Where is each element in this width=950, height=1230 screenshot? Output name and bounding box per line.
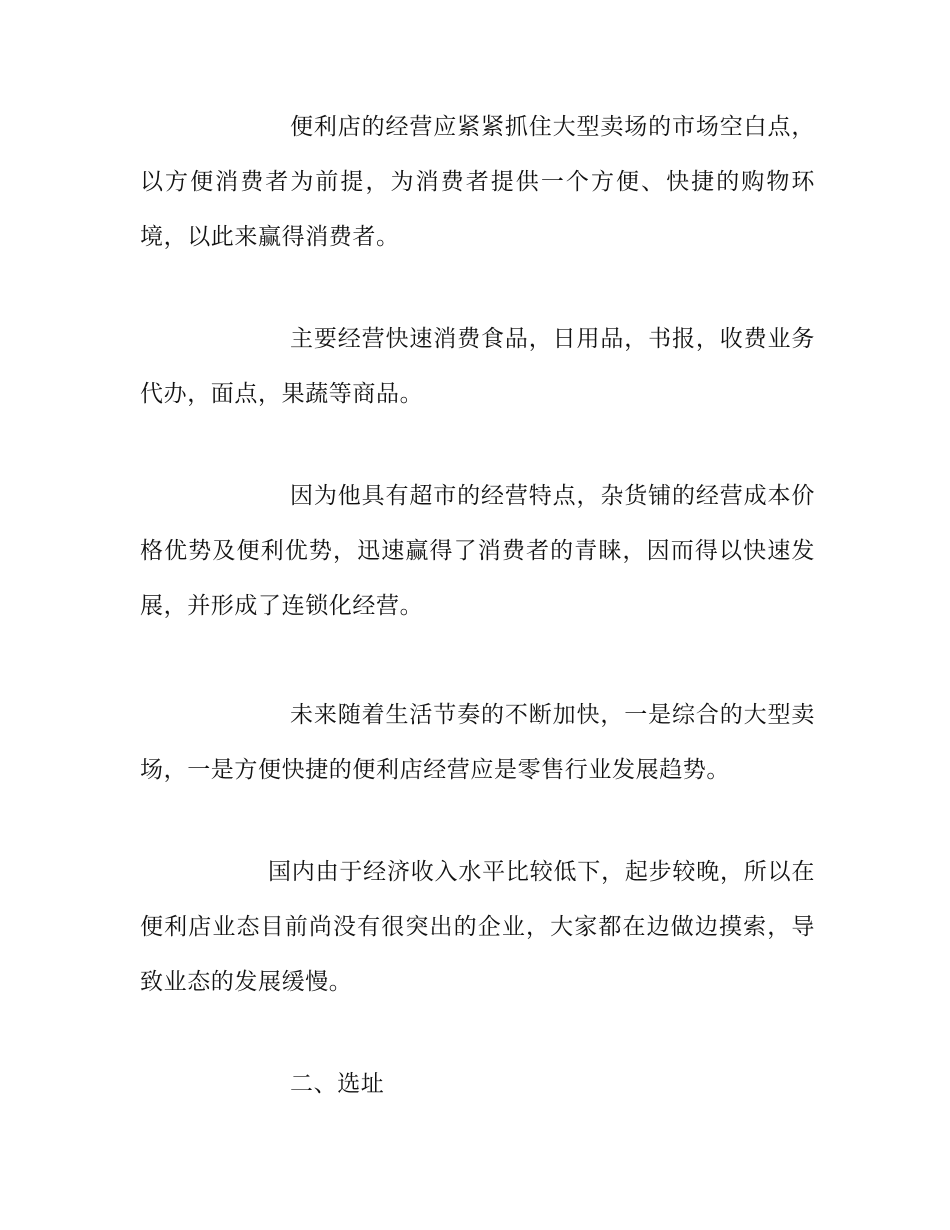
section-heading: 二、选址	[290, 1071, 385, 1097]
paragraph-1: 便利店的经营应紧紧抓住大型卖场的市场空白点，以方便消费者为前提，为消费者提供一个方便、快捷的购物环境，以此来赢得消费者。	[140, 114, 815, 250]
paragraph-3: 因为他具有超市的经营特点，杂货铺的经营成本价格优势及便利优势，迅速赢得了消费者的青睐，因而得以快速发展，并形成了连锁化经营。	[140, 483, 815, 619]
paragraph-4: 未来随着生活节奏的不断加快，一是综合的大型卖场，一是方便快捷的便利店经营应是零售行业发展趋势。	[140, 702, 815, 783]
paragraph-5: 国内由于经济收入水平比较低下，起步较晚，所以在便利店业态目前尚没有很突出的企业，大家都在边做边摸索，导致业态的发展缓慢。	[140, 859, 815, 995]
paragraph-2: 主要经营快速消费食品，日用品，书报，收费业务代办，面点，果蔬等商品。	[140, 326, 815, 407]
